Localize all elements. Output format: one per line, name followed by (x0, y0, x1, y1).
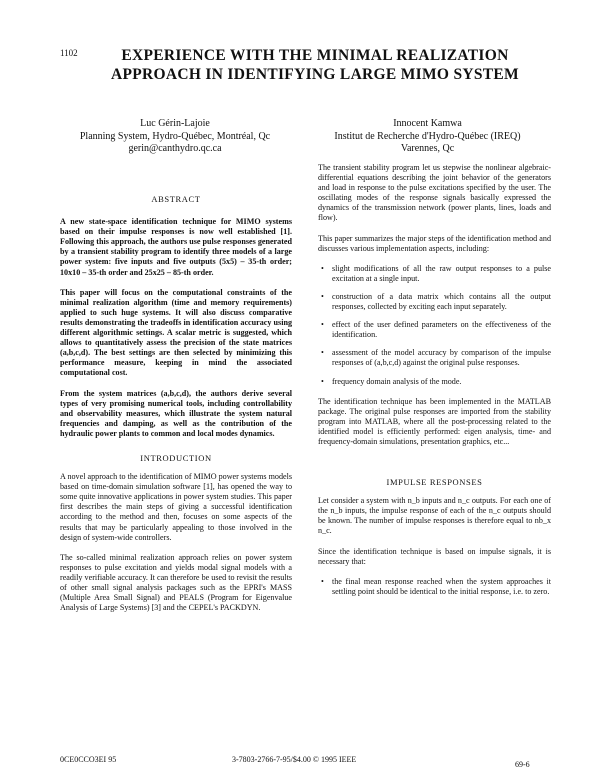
implementation-bullet-list (318, 264, 551, 387)
author-email: gerin@canthydro.qc.ca (128, 143, 222, 154)
introduction-paragraph: The so-called minimal realization approach relies on power system responses to pulse excitation and yields modal signal models with a readily verifiable accuracy. It can therefore be used to revisit the results of other small signal analysis packages such as the EPRI's MASS (Multiple Area Small Signal) and PEALS (Program for Eigenvalue Analysis of Large Systems) [3] and the CEPEL's PACKDYN. (60, 552, 292, 613)
author-name: Luc Gérin-Lajoie (140, 118, 210, 129)
author-location: Varennes, Qc (400, 143, 455, 154)
body-paragraph: Since the identification technique is based on impulse signals, it is necessary that: (318, 546, 551, 566)
list-item-text: assessment of the model accuracy by comparison of the impulse responses of (a,b,c,d) against the original pulse responses. (332, 348, 551, 368)
impulse-bullet-list (318, 577, 551, 597)
impulse-responses-heading: IMPULSE RESPONSES (386, 477, 483, 488)
body-paragraph: The identification technique has been implemented in the MATLAB package. The original pulse responses are imported from the stability program into MATLAB, where all the post-processing related to the identified model is efficiently performed: eigen analysis, time- and frequency-domain simulations, presentation graphics, etc... (318, 396, 551, 446)
list-item-text: the final mean response reached when the system approaches it settling point should be identical to the initial response, i.e. to zero. (332, 576, 551, 596)
left-column (60, 194, 292, 623)
author-block-2 (310, 118, 545, 156)
footer-right: 69-6 (515, 760, 530, 769)
abstract-heading: ABSTRACT (151, 194, 201, 204)
abstract-paragraph: A new state-space identification technique for MIMO systems based on their impulse responses is now well established [1]. Following this approach, the authors use pulse responses generated by a transient stability program to identify three models of a large power system: five inputs and five outputs (5x5) – 35-th order; 10x10 – 35-th order and 25x25 – 85-th order. (60, 217, 292, 277)
list-item-text: effect of the user defined parameters on the effectiveness of the identification. (332, 320, 551, 340)
author-block-1 (60, 118, 290, 156)
list-item (318, 292, 551, 312)
body-paragraph: This paper summarizes the major steps of the identification method and discusses various implementation aspects, including: (318, 233, 551, 253)
list-item (318, 577, 551, 597)
footer-left: 0CE0CCO3EI 95 (60, 755, 117, 764)
paper-title: EXPERIENCE WITH THE MINIMAL REALIZATION APPROACH IN IDENTIFYING LARGE MIMO SYSTEM (110, 47, 519, 83)
introduction-paragraph: A novel approach to the identification of MIMO power systems models based on time-domain simulation software [1], has opened the way to some quite innovative applications in power system studies. This paper first describes the main steps of giving a successful identification according to the method and then, focuses on some aspects of the results that may be particularly appealing to those involved in the design of system-wide controllers. (60, 472, 292, 542)
list-item-text: construction of a data matrix which contains all the output responses, collected by exciting each input separately. (332, 291, 551, 312)
body-paragraph: The transient stability program let us stepwise the nonlinear algebraic-differential equations describing the joint behavior of the generators and load in response to the pulse excitations specified by the user. The oscillating modes of the response signals basically expressed the dynamics of the transmission network (power plants, lines, loads and flow). (318, 163, 551, 223)
abstract-paragraph: This paper will focus on the computational constraints of the minimal realization algorithm (time and memory requirements) applied to such huge systems. It will also discuss comparative results demonstrating the tradeoffs in identification accuracy using different algorithmic settings. A scalar metric is suggested, which allows to quantitatively assess the precision of the state matrices (a,b,c,d). The best settings are then selected by minimizing this performance measure, keeping in mind the associated computational cost. (60, 287, 292, 378)
bullet-icon: • (321, 376, 324, 386)
bullet-icon: • (321, 348, 324, 358)
footer-center: 3-7803-2766-7-95/$4.00 © 1995 IEEE (232, 755, 357, 764)
bullet-icon: • (321, 291, 324, 301)
author-name: Innocent Kamwa (393, 118, 462, 129)
abstract-paragraph: From the system matrices (a,b,c,d), the authors derive several types of very promising numerical tools, including controllability and observability measures, which illustrate the system natural frequencies and damping, as well as the contribution of the hydraulic power plants to common and local modes dynamics. (60, 388, 292, 438)
list-item (318, 320, 551, 340)
author-affiliation: Institut de Recherche d'Hydro-Québec (IREQ) (334, 130, 521, 142)
list-item (318, 348, 551, 368)
list-item (318, 377, 551, 387)
bullet-icon: • (321, 263, 324, 273)
bullet-icon: • (321, 320, 324, 330)
list-item (318, 264, 551, 284)
page-number: 1102 (60, 48, 78, 58)
right-column (318, 163, 551, 607)
list-item-text: slight modifications of all the raw output responses to a pulse excitation at a single input. (332, 263, 551, 283)
introduction-heading: INTRODUCTION (140, 452, 212, 463)
list-item-text: frequency domain analysis of the mode. (332, 376, 462, 386)
abstract-body (60, 217, 292, 439)
bullet-icon: • (321, 576, 324, 586)
author-affiliation: Planning System, Hydro-Québec, Montréal, Qc (79, 130, 271, 142)
body-paragraph: Let consider a system with n_b inputs and n_c outputs. For each one of the n_b inputs, the impulse response of each of the n_c outputs should be known. The number of impulse responses is therefore equal to nb_x n_c. (318, 496, 551, 536)
